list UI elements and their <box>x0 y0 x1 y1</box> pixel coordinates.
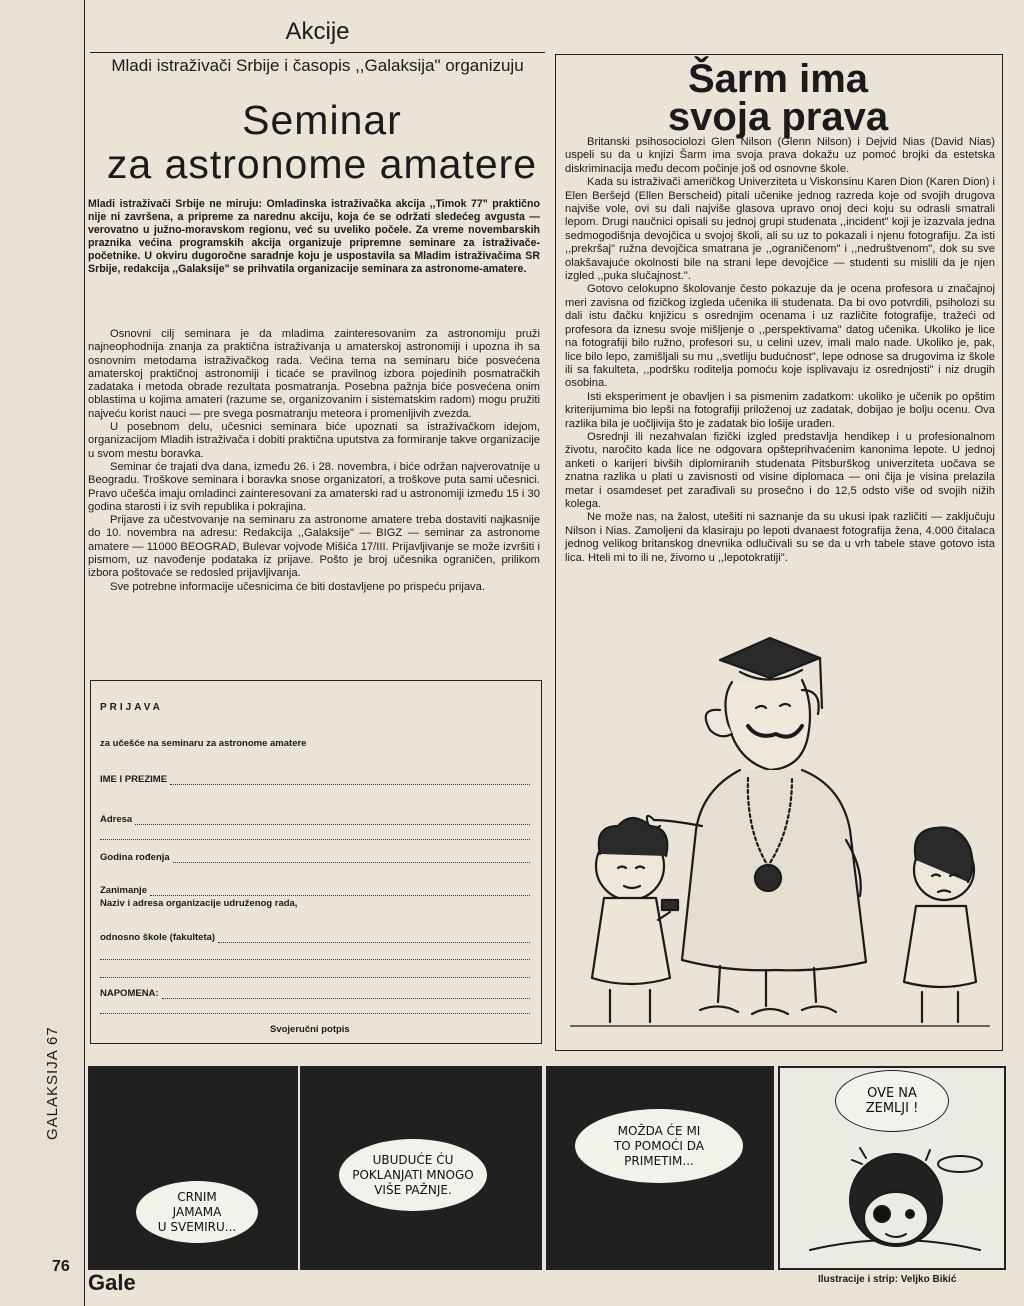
signature-label: Svojeručni potpis <box>270 1024 350 1035</box>
right-headline-line-1: Šarm ima <box>687 57 869 101</box>
article-body <box>88 328 540 594</box>
birth-year-label: Godina rođenja <box>100 852 170 863</box>
comic-character-drawing <box>800 1130 990 1262</box>
article-overline: Mladi istraživači Srbije i časopis ,,Galaksija" organizuju <box>111 56 524 75</box>
professor-cartoon-illustration <box>570 630 990 1042</box>
school-label: odnosno škole (fakulteta) <box>100 932 216 943</box>
article-headline <box>72 98 572 186</box>
body-paragraph: U posebnom delu, učesnici seminara biće upoznati sa istraživačkom idejom, organizacijom Mladih istraživača i dobiti praktična uputstva za formiranje takve organizacije u svom mestu boravka. <box>88 421 540 460</box>
kicker-rule <box>90 52 545 53</box>
magazine-issue-label: GALAKSIJA 67 <box>44 1026 61 1140</box>
margin-strip <box>0 0 85 1306</box>
speech-bubble-4: OVE NA ZEMLJI ! <box>835 1070 949 1132</box>
school-field[interactable] <box>100 932 530 943</box>
article-lede: Mladi istraživači Srbije ne miruju: Omladinska istraživačka akcija ,,Timok 77" praktično nije ni završena, a pripreme za narednu akciju, koja će se održati sledećeg avgusta — verovatno u južno-moravskom regionu, već su uveliko počele. Za vreme novembarskih praznika većina programskih akcija organizuje pripremne seminare za istraživače-početnike. U okviru dugoročne saradnje koju je uspostavila sa Mladim istraživačima SR Srbije, redakcija ,,Galaksije" se prihvatila organizacije seminara za astronome-amatere. <box>88 198 540 275</box>
body-paragraph: Prijave za učestvovanje na seminaru za astronome amatere treba dostaviti najkasnije do 10. novembra na adresu: Redakcija ,,Galaksije" — BIGZ — seminar za astronome amatere — 11000 BEOGRAD, Bulevar vojvode Mišića 17/III. Prijavljivanje se može izvršiti i pismom, uz navođenje podataka iz prijave. Pošto je broj učesnika ograničen, prilikom izbora poštovaće se redosled prijavljivanja. <box>88 514 540 580</box>
body-paragraph: Isti eksperiment je obavljen i sa pismenim zadatkom: ukoliko je učenik po opštim kriterijumima bio lepši na fotografiji priloženoj uz zadatak, dobijao je bolju ocenu. Ova razlika bila je uočljivija što je zadatak bio lošije urađen. <box>565 390 995 430</box>
right-headline <box>560 57 996 139</box>
section-kicker: Akcije <box>285 18 350 45</box>
speech-bubble-3: MOŽDA ĆE MI TO POMOĆI DA PRIMETIM... <box>574 1108 744 1184</box>
address-line[interactable] <box>100 838 530 840</box>
form-subtitle: za učešće na seminaru za astronome amatere <box>100 738 307 749</box>
note-line[interactable] <box>100 1012 530 1014</box>
note-label: NAPOMENA: <box>100 988 159 999</box>
body-paragraph: Osnovni cilj seminara je da mladima zainteresovanim za astronomiju pruži najneophodnija znanja za praktična istraživanja u amaterskoj astronomiji i upozna ih sa osnovnim metodama istraživačkog rada. Većina tema na seminaru biće posvećena amaterskoj praktičnoj astronomiji i ticaće se pravilnog izbora pojedinih posmatračkih zadataka i metoda obrade rezultata posmatranja. Posebna pažnja biće posvećena onim oblastima u kojima amateri (razume se, organizovanim i sistematskim radom) mogu pružiti najveću korist nauci — pre svega posmatranju meteora i promenljivih zvezda. <box>88 328 540 420</box>
body-paragraph: Osrednji ili nezahvalan fizički izgled predstavlja hendikep i u profesionalnom životu, naročito kada lice ne odgovara opšteprihvaćenim kanonima lepote. U jednoj anketi o karijeri bivših diplomiranih studenata Pitsburškog univerziteta uočava se znatna razlika u plati u zavisnosti od visine diplomaca — oni čija je visina prelazila metar i osamdeset pet zarađivali su prosečno i do 12,5 odsto više od svojih nižih kolega. <box>565 430 995 510</box>
speech-bubble-2: UBUDUĆE ĆU POKLANJATI MNOGO VIŠE PAŽNJE. <box>338 1138 488 1212</box>
school-line-2[interactable] <box>100 976 530 978</box>
body-paragraph: Gotovo celokupno školovanje često pokazuje da je ocena profesora u značajnoj meri zavisna od fizičkog izgleda učenika ili studenata. Da bi ovo potvrdili, psiholozi su dali istu đačku knjižicu s osrednjim ocenama i uz različite fotografije, tražeći od profesora da iznesu svoje mišljenje o ,,perspektivama" datog učenika. Ukoliko je lice na fotografiji bilo ružno, profesori su, u celini uzev, imali malo nade. Ukoliko je, pak, lice bilo lepo, zamišljali su mu ,,svetliju budućnost", lepe odnose sa drugovima iz škole ili sa fakulteta, ,,podršku roditelja pomoću koje isplivavaju iz osrednjosti" i niz drugih osobina. <box>565 283 995 390</box>
body-paragraph: Kada su istraživači američkog Univerziteta u Viskonsinu Karen Dion (Karen Dion) i Elen Beršejd (Ellen Berscheid) pitali učenike jednog razreda koje od svojih drugova najviše vole, ovi su dali najviše glasova upravo onoj deci koju su odrasli smatrali lepom. Drugi naučnici opisali su jednoj grupi studenata ,,incident" koji je izazvala jedna sedmogodišnja devojčica u svojoj školi, ali su uz to pokazali i njenu fotografiju. Za isti ,,prekršaj" ružna devojčica smatrana je ,,ograničenom" i ,,nedruštvenom", dok su sve olakšavajuće okolnosti bile na strani lepe devojčice — studenti su mislili da je njen izgled ,,puka slučajnost.". <box>565 176 995 283</box>
form-title: PRIJAVA <box>100 702 163 713</box>
school-line-1[interactable] <box>100 958 530 960</box>
body-paragraph: Ne može nas, na žalost, utešiti ni saznanje da su ukusi ipak različiti — zaključuju Nilson i Nias. Zamoljeni da klasiraju po lepoti dvanaest fotografija žena, 4.000 čitalaca jednog velikog britanskog dnevnika odlučivali su se da u vrh tabele stave gotovo ista lica. Hteli mi to ili ne, živomo u ,,lepotokratiji". <box>565 511 995 564</box>
organization-label-row <box>100 898 530 909</box>
page-number: 76 <box>52 1258 70 1275</box>
address-field[interactable] <box>100 814 530 825</box>
footer-brand: Gale <box>88 1270 136 1295</box>
note-field[interactable] <box>100 988 530 999</box>
body-paragraph: Britanski psihosociolozi Glen Nilson (Glenn Nilson) i Dejvid Nias (David Nias) uspeli su da u knjizi Šarm ima svoja prava dokažu uz pomoć brojki da estetska diskriminacija među decom počinje još od osnovne škole. <box>565 136 995 175</box>
organization-label: Naziv i adresa organizacije udruženog rada, <box>100 898 298 909</box>
occupation-field[interactable] <box>100 885 530 896</box>
body-paragraph: Sve potrebne informacije učesnicima će biti dostavljene po prispeću prijava. <box>110 580 485 593</box>
body-paragraph: Seminar će trajati dva dana, između 26. i 28. novembra, i biće održan najverovatnije u Beogradu. Troškove seminara i boravka snose organizatori, a troškove puta sami učesnici. Pravo učešća imaju omladinci zainteresovani za amaterski rad u astronomiji između 15 i 30 godina starosti i iz svih republika i pokrajina. <box>88 460 540 513</box>
right-article-body <box>565 136 995 565</box>
birth-year-field[interactable] <box>100 852 530 863</box>
occupation-label: Zanimanje <box>100 885 147 896</box>
right-headline-line-2: svoja prava <box>667 95 889 139</box>
headline-line-1: Seminar <box>242 97 402 143</box>
illustration-credits: Ilustracije i strip: Veljko Bikić <box>818 1274 957 1285</box>
address-label: Adresa <box>100 814 133 825</box>
name-label: IME I PREZIME <box>100 774 168 785</box>
speech-bubble-1: CRNIM JAMAMA U SVEMIRU... <box>135 1180 259 1244</box>
name-field[interactable] <box>100 774 530 785</box>
headline-line-2: za astronome amatere <box>106 141 538 187</box>
